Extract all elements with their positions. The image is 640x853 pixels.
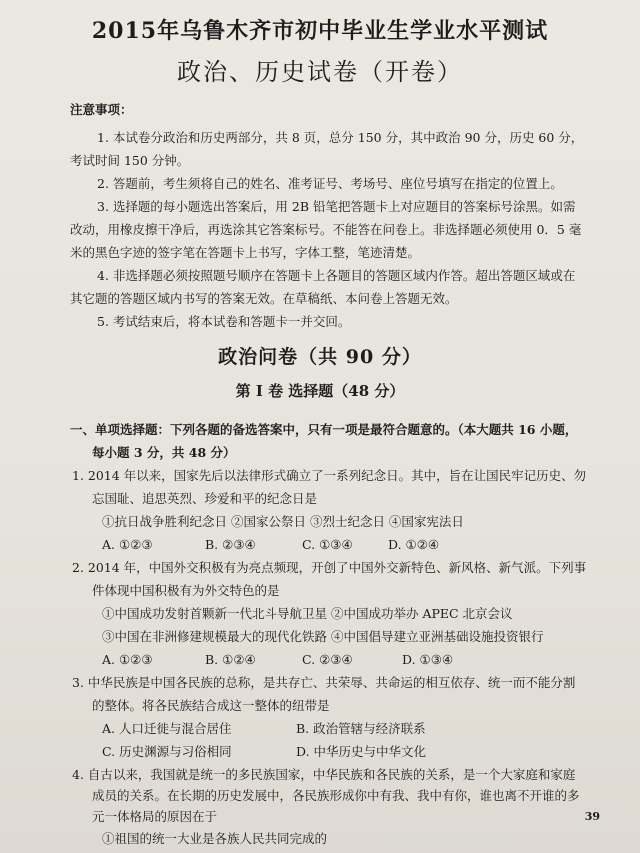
notes-line: 其它题的答题区域内书写的答案无效。在草稿纸、本问卷上答题无效。 xyxy=(70,291,458,306)
notes-heading: 注意事项： xyxy=(70,102,133,117)
question-1-statement: ①抗日战争胜利纪念日 ②国家公祭日 ③烈士纪念日 ④国家宪法日 xyxy=(102,514,464,529)
notes-line: 1. 本试卷分政治和历史两部分，共 8 页，总分 150 分，其中政治 90 分，历史 60 分， xyxy=(97,130,584,145)
notes-line: 考试时间 150 分钟。 xyxy=(70,153,190,168)
question-3-stem: 的整体。将各民族结合成这一整体的纽带是 xyxy=(92,698,330,713)
question-3-option-d: D. 中华历史与中华文化 xyxy=(296,744,427,759)
notes-line: 2. 答题前，考生须将自己的姓名、准考证号、考场号、座位号填写在指定的位置上。 xyxy=(97,176,563,191)
question-2-statement: ③中国在非洲修建规模最大的现代化铁路 ④中国倡导建立亚洲基础设施投资银行 xyxy=(102,629,544,644)
question-4-stem: 4. 自古以来，我国就是统一的多民族国家，中华民族和各民族的关系，是一个大家庭和家庭 xyxy=(72,767,576,782)
question-1-stem: 1. 2014 年以来，国家先后以法律形式确立了一系列纪念日。其中，旨在让国民牢记历史、勿 xyxy=(72,468,587,483)
question-1-stem: 忘国耻、追思英烈、珍爱和平的纪念日是 xyxy=(92,491,318,506)
question-1-option-c: C. ①③④ xyxy=(302,537,353,552)
page-number: 39 xyxy=(584,810,600,823)
section-instruction: 每小题 3 分，共 48 分） xyxy=(92,445,236,460)
question-1-option-a: A. ①②③ xyxy=(102,537,153,552)
question-2-option-d: D. ①③④ xyxy=(402,652,454,667)
question-2-statement: ①中国成功发射首颗新一代北斗导航卫星 ②中国成功举办 APEC 北京会议 xyxy=(102,606,513,621)
question-3-option-c: C. 历史渊源与习俗相同 xyxy=(102,744,232,759)
part-title: 第 I 卷 选择题（48 分） xyxy=(235,382,405,400)
question-2-option-c: C. ②③④ xyxy=(302,652,353,667)
question-4-stem: 元一体格局的原因在于 xyxy=(92,809,218,824)
notes-line: 改动，用橡皮擦干净后，再选涂其它答案标号。不能答在问卷上。非选择题必须使用 0．5 毫 xyxy=(70,222,582,237)
exam-subtitle: 政治、历史试卷（开卷） xyxy=(177,58,463,86)
notes-line: 米的黑色字迹的签字笔在答题卡上书写，字体工整，笔迹清楚。 xyxy=(70,245,421,260)
section-instruction: 一、单项选择题：下列各题的备选答案中，只有一项是最符合题意的。（本大题共 16 小题， xyxy=(70,422,578,437)
notes-line: 3. 选择题的每小题选出答案后，用 2B 铅笔把答题卡上对应题目的答案标号涂黑。如需 xyxy=(97,199,576,214)
section-title: 政治问卷（共 90 分） xyxy=(218,346,422,368)
exam-title: 2015年乌鲁木齐市初中毕业生学业水平测试 xyxy=(91,18,549,44)
notes-line: 5. 考试结束后，将本试卷和答题卡一并交回。 xyxy=(97,314,351,329)
question-3-option-a: A. 人口迁徙与混合居住 xyxy=(102,721,232,736)
question-2-stem: 件体现中国积极有为外交特色的是 xyxy=(92,583,280,598)
question-2-option-b: B. ①②④ xyxy=(205,652,256,667)
question-1-option-d: D. ①②④ xyxy=(388,537,440,552)
notes-line: 4. 非选择题必须按照题号顺序在答题卡上各题目的答题区域内作答。超出答题区域或在 xyxy=(97,268,576,283)
question-4-statement: ①祖国的统一大业是各族人民共同完成的 xyxy=(102,831,328,846)
question-3-option-b: B. 政治管辖与经济联系 xyxy=(296,721,426,736)
question-1-option-b: B. ②③④ xyxy=(205,537,256,552)
question-2-stem: 2. 2014 年，中国外交积极有为亮点频现，开创了中国外交新特色、新风格、新气派。下列事 xyxy=(72,560,587,575)
question-3-stem: 3. 中华民族是中国各民族的总称，是共存亡、共荣辱、共命运的相互依存、统一而不能分割 xyxy=(72,675,576,690)
question-4-stem: 成员的关系。在长期的历史发展中，各民族形成你中有我、我中有你，谁也离不开谁的多 xyxy=(92,788,580,803)
question-2-option-a: A. ①②③ xyxy=(102,652,153,667)
